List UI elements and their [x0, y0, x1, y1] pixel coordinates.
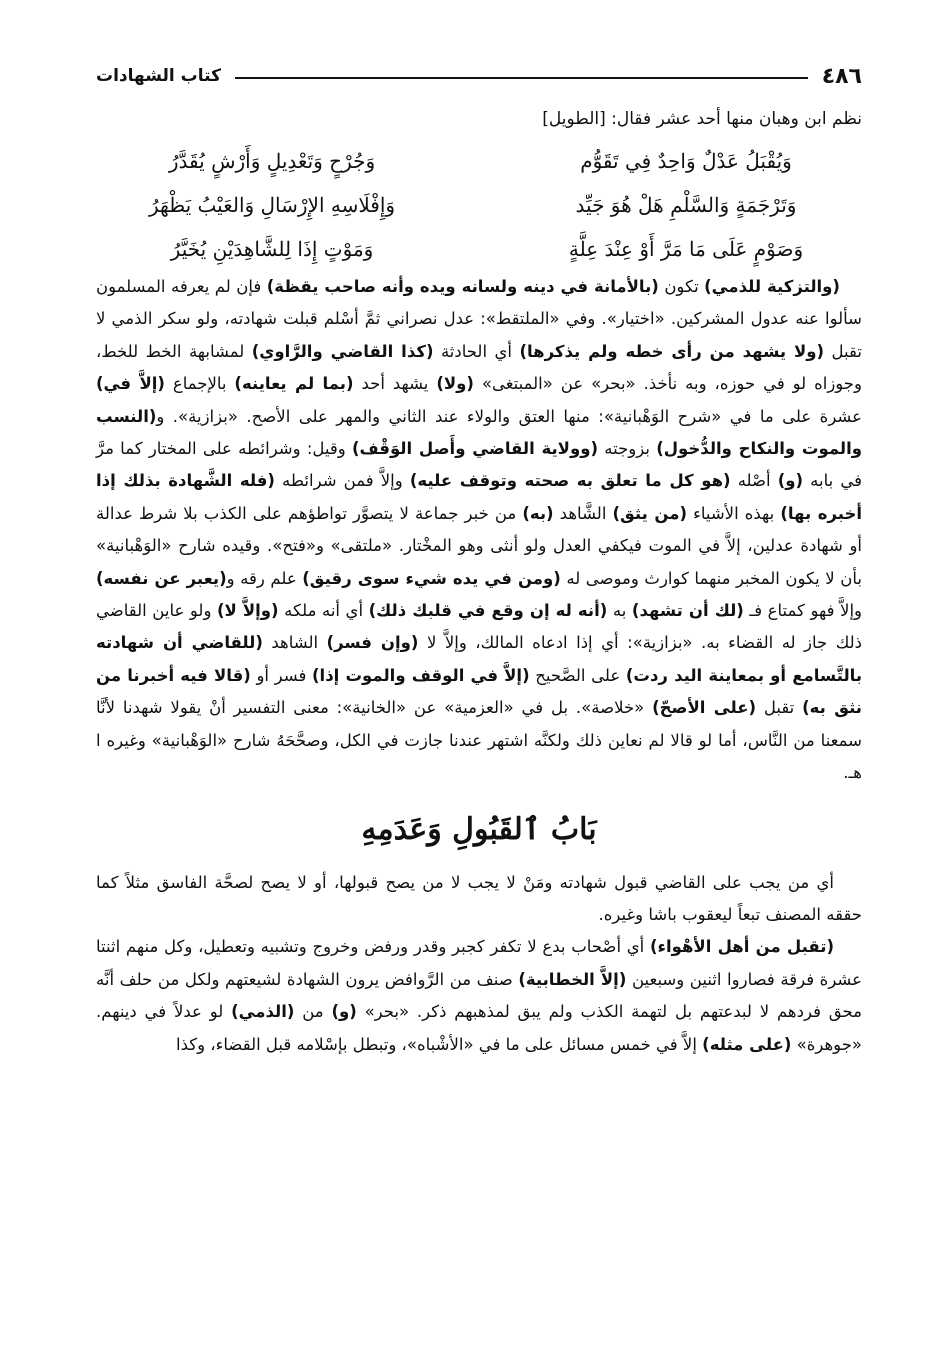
matn-phrase: (وإن فسر) [326, 633, 419, 653]
sharh-text: وإلاَّ فمن شرائطه [274, 471, 410, 491]
verse-second-half: وَإِفْلَاسِهِ الإِرْسَالِ وَالعَيْبُ يَظْهَرُ [148, 193, 396, 217]
sharh-text: «خلاصة». بل في «العزمية» عن «الخانية»: معنى التفسير أنْ يقولا شهدنا لأنَّا سمعنا من النَّاس، أما لو قالا لم نعاين ذلك ولكنَّه اشتهر عندنا جازت في الكل، وصحَّحَهُ شارح «الوَهْبانية» وغيره ا هـ. [96, 698, 862, 783]
matn-phrase: (ومن في يده شيء سوى رقيق) [302, 568, 561, 588]
matn-phrase: (إلاَّ الخطابية) [518, 969, 627, 989]
sharh-text: بزوجته [598, 439, 657, 459]
sharh-text: وقيل: وشرائطه على المختار كما مرَّ في بابه [96, 439, 862, 491]
sharh-text: علم رقه و [226, 568, 303, 588]
matn-phrase: (إلاَّ في الوقف والموت إذا) [312, 665, 530, 685]
matn-phrase: (أنه له إن وقع في قلبك ذلك) [368, 601, 608, 621]
sharh-text: يشهد أحد [353, 374, 437, 394]
page-number: ٤٨٦ [821, 63, 862, 89]
matn-phrase: (فله الشَّهادة بذلك إذا أخبره بها) [96, 471, 863, 523]
sharh-text: من [294, 1002, 332, 1022]
book-title: كتاب الشهادات [96, 66, 221, 86]
matn-phrase: (للقاضي أن شهادته بالتَّسامع أو بمعاينة اليد ردت) [96, 633, 863, 685]
verse-line [96, 227, 862, 271]
commentary-paragraph [96, 271, 862, 790]
sharh-text: صنف من الرَّوافض يرون الشهادة لشيعتهم ولكل من حلف أنَّه محق فردهم لا لبدعتهم بل لتهمة الكذب ولم يبق لمذهبهم ذكر. «بحر» [96, 969, 863, 1022]
verse-first-half: وَيُقْبَلُ عَدْلٌ وَاحِدٌ فِي تَقَوُّم [580, 149, 792, 173]
matn-phrase: (قالا فيه أخبرنا من نثق به) [96, 665, 862, 718]
matn-phrase: (هو كل ما تعلق به صحته وتوقف عليه) [409, 471, 731, 491]
sharh-text: بهذه الأشياء [687, 503, 781, 523]
sharh-text: على الصَّحيح [529, 665, 626, 685]
matn-phrase: (على الأصحّ) [652, 698, 757, 718]
matn-phrase: (وولاية القاضي وأَصل الوَقْف) [351, 439, 599, 459]
sharh-text: أي أصْحاب بدع لا تكفر كجبر وقدر ورفض وخروج وتشبيه وتعطيل، وكل منهم اثنتا عشرة فرقة فصاروا اثنين وسبعين [96, 937, 862, 989]
sharh-text: أصْله [730, 471, 778, 491]
sharh-text: أي الحادثة [433, 341, 520, 361]
matn-phrase: (لك أن تشهد) [631, 601, 744, 621]
header-rule [235, 77, 808, 79]
sharh-text: وإلاَّ فهو كمتاع فـ [743, 601, 862, 621]
verse-intro: نظم ابن وهبان منها أحد عشر فقال: [الطويل] [542, 109, 862, 129]
poem [96, 139, 862, 271]
sharh-text: تكون [658, 277, 705, 296]
verse-second-half: وَمَوْتٍ إِذَا لِلشَّاهِدَيْنِ يُخَيَّرُ [170, 237, 374, 261]
matn-phrase: (و) [331, 1002, 357, 1022]
matn-phrase: (وإلاَّ لا) [216, 601, 279, 621]
matn-phrase: (يعبر عن نفسه) [96, 568, 227, 588]
chapter-heading: بَابُ ٱلقَبُولِ وَعَدَمِهِ [361, 811, 597, 847]
matn-phrase: (الذمي) [231, 1002, 295, 1022]
sharh-text: تقبل [756, 698, 803, 718]
book-page [96, 56, 862, 1061]
sharh-text: به [607, 601, 632, 621]
sharh-text: بالإجماع [164, 374, 235, 394]
sharh-text: لمشابهة الخط للخط، وجوزاه لو في حوزه، وبه نأخذ. «بحر» عن «المبتغى» [96, 341, 862, 394]
matn-phrase: (النسب والموت والنكاح والدُّخول) [96, 406, 863, 459]
verse-line [96, 139, 862, 183]
matn-phrase: (ولا) [436, 374, 474, 394]
sharh-text: من خبر جماعة لا يتصوَّر تواطؤهم على الكذب بلا شرط عدالة أو شهادة عدلين، إلاَّ في الموت فيكفي العدل ولو أنثى وهو المخْتار. «ملتقى» و«فتح». وقيده شارح «الوَهْبانية» بأن لا يكون المخبر منهما كوارث وموصى له [96, 503, 862, 588]
sharh-text: أي من يجب على القاضي قبول شهادته ومَنْ لا يجب لا من يصح قبولها، أو لا يصح لصحَّة الفاسق مثلاً كما حققه المصنف تبعاً ليعقوب باشا وغيره. [96, 872, 862, 924]
matn-phrase: (من يثق) [612, 503, 688, 523]
matn-phrase: (تقبل من أهل الأهْواء) [649, 937, 834, 957]
verse-second-half: وَجُرْحٍ وَتَعْدِيلٍ وَأَرْشٍ يُقَدَّرُ [168, 149, 376, 173]
matn-phrase: (بما لم يعاينه) [234, 374, 354, 394]
sharh-text: فإن لم يعرفه المسلمون سألوا عنه عدول المشركين. «اختيار». وفي «الملتقط»: عدل نصراني ثمَّ أسْلم قبلت شهادته، ولو سكر الذمي لا تقبل [96, 277, 862, 361]
matn-phrase: (على مثله) [702, 1034, 792, 1054]
matn-phrase: (إلاَّ في) [96, 374, 165, 394]
matn-phrase: (به) [522, 503, 554, 523]
matn-phrase: (ولا يشهد من رأى خطه ولم يذكرها) [519, 341, 825, 361]
sharh-text: عشرة على ما في «شرح الوَهْبانية»: منها العتق والولاء عند الثاني والمهر على الأصح. «بزازية». و [156, 406, 862, 426]
sharh-text: ولو عاين القاضي ذلك جاز له القضاء به. «بزازية»: أي إذا ادعاه المالك، وإلاَّ لا [96, 601, 862, 653]
commentary-paragraph [96, 931, 862, 1061]
verse-line [96, 183, 862, 227]
matn-phrase: (بالأمانة في دينه ولسانه ويده وأنه صاحب يقظة) [266, 277, 659, 296]
matn-phrase: (و) [777, 471, 804, 491]
sharh-text: فسر أو [250, 665, 313, 685]
matn-phrase: (والتزكية للذمي) [704, 277, 840, 296]
page-header [96, 56, 862, 96]
verse-first-half: وَتَرْجَمَةٍ وَالسَّلْمِ هَلْ هُوَ جَيِّد [575, 193, 797, 217]
chapter-intro-paragraph [96, 867, 862, 932]
sharh-text: إلاَّ في خمس مسائل على ما في «الأشْباه»، وتبطل بإسْلامه قبل القضاء، وكذا [175, 1034, 703, 1054]
verse-first-half: وَصَوْمٍ عَلَى مَا مَرَّ أَوْ عِنْدَ عِلَّةٍ [568, 237, 804, 261]
sharh-text: لو عدلاً في دينهم. «جوهرة» [96, 1002, 862, 1054]
matn-phrase: (كذا القاضي والرَّاوي) [251, 341, 434, 361]
sharh-text: الشَّاهد [553, 503, 613, 523]
sharh-text: الشاهد [262, 633, 327, 653]
sharh-text: أي أنه ملكه [278, 601, 369, 621]
